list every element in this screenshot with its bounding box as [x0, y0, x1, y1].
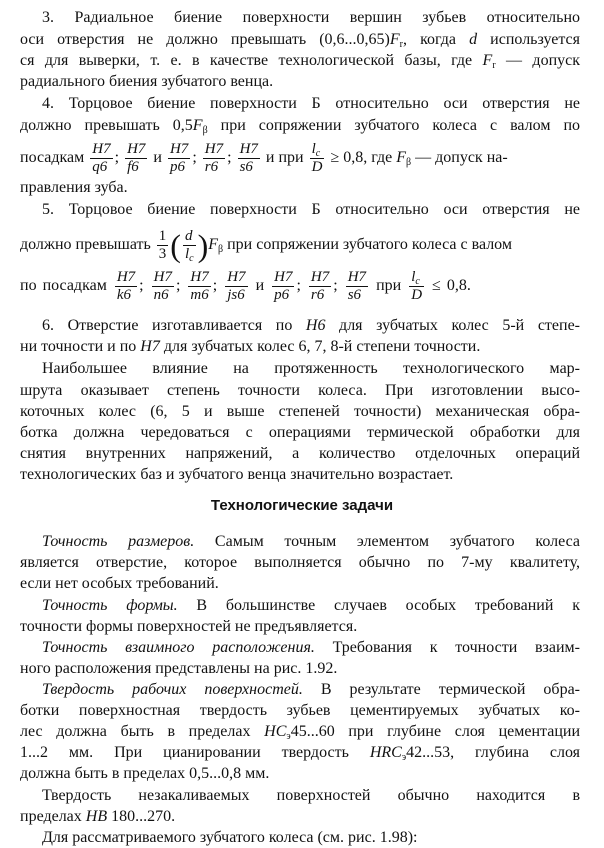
section-heading: Технологические задачи — [210, 497, 394, 514]
s1-line-3: если нет особых требований. — [20, 575, 219, 592]
s4-line-4: 1...2 мм. При цианировании твердость $HRC_э42...53$, глубина слоя — [20, 744, 581, 763]
p4-line-4: правления зуба. — [20, 179, 128, 196]
p5-line-2: должно превышать $\frac{1}{3}$ ( $\frac{d}{l_c}$ )$F_\beta$ при сопряжении зубчатого колеса с валом — [20, 227, 512, 264]
p5-fraction-5: $\frac{H7}{p6}$ — [274, 268, 293, 303]
p7-line-1: Наибольшее влияние на протяженность технологического мар- — [42, 360, 580, 377]
s6-line-1: Для рассматриваемого зубчатого колеса (см. рис. 1.98): — [42, 829, 418, 846]
p4-fraction-2: $\frac{H7}{f6}$ — [127, 140, 146, 175]
s1-line-2: является отверстие, которое выполняется обычно по 7-му квалитету, — [20, 554, 580, 571]
p5-condition-fraction: $\frac{l_c}{D}$ — [411, 268, 423, 303]
p4-line-1: 4. Торцовое биение поверхности Б относительно оси отверстия не — [42, 95, 580, 112]
p7-line-3: коточных колес (6, 5 и выше степеней точности) механическая обра- — [20, 403, 580, 420]
p4-fraction-1: $\frac{H7}{q6}$ — [92, 140, 111, 175]
s4-line-5: должна быть в пределах 0,5...0,8 мм. — [20, 765, 270, 782]
s1-line-1: Точность размеров. Самым точным элементом зубчатого колеса — [42, 533, 581, 550]
p3-line-2: оси отверстия не должно превышать $(0,6...0,65)F_r$, когда d используется — [20, 31, 580, 50]
p5-fraction-6: $\frac{H7}{r6}$ — [310, 268, 330, 303]
p5-fraction-1: $\frac{H7}{k6}$ — [116, 268, 136, 303]
p7-line-6: технологических баз и зубчатого венца значительно возрастает. — [20, 466, 454, 483]
s3-line-2: ного расположения представлены на рис. 1.92. — [20, 660, 338, 677]
p3-line-1: 3. Радиальное биение поверхности вершин зубьев относительно — [42, 9, 580, 26]
p4-line-3: посадкам $\frac{H7}{q6}$ ; $\frac{H7}{f6}$ и $\frac{H7}{p6}$ ; $\frac{H7}{r6}$ ; $\frac{H7}{s6}$ и при $\frac{l_c}{D}$ ≥ 0,8, где $F_\beta$ — допуск на- — [20, 140, 508, 175]
p5-coefficient-fraction: $\frac{1}{3}$ — [158, 227, 167, 262]
p4-fraction-5: $\frac{H7}{s6}$ — [239, 140, 258, 175]
p6-line-2: ни точности и по H7 для зубчатых колес 6, 7, 8-й степени точности. — [20, 338, 481, 355]
s4-line-1: Твердость рабочих поверхностей. В результате термической обра- — [42, 681, 580, 698]
p3-line-4: радиального биения зубчатого венца. — [20, 73, 274, 90]
p4-fraction-3: $\frac{H7}{p6}$ — [169, 140, 189, 175]
p4-fraction-4: $\frac{H7}{r6}$ — [204, 140, 224, 175]
s2-line-1: Точность формы. В большинстве случаев особых требований к — [42, 597, 580, 614]
p5-left-paren: ( — [170, 227, 181, 264]
p7-line-2: шрута оказывает степень точности колеса. При изготовлении высо- — [20, 382, 580, 399]
p7-line-5: снятия внутренних напряжений, а количество отделочных операций — [20, 445, 580, 462]
p3-line-3: ся для выверки, т. е. в качестве технологической базы, где $F_r$ — допуск — [20, 52, 581, 71]
p5-fraction-3: $\frac{H7}{m6}$ — [190, 268, 209, 303]
p5-line-1: 5. Торцовое биение поверхности Б относительно оси отверстия не — [42, 201, 580, 218]
s4-line-2: ботки поверхностная твердость зубьев цементируемых зубчатых ко- — [20, 702, 580, 719]
p4-line-2: должно превышать $0,5F_\beta$ при сопряжении зубчатого колеса с валом по — [20, 117, 581, 136]
p5-fraction-7: $\frac{H7}{s6}$ — [347, 268, 367, 303]
s4-line-3: лес должна быть в пределах $HC_э45...60$ при глубине слоя цементации — [20, 723, 581, 742]
s3-line-1: Точность взаимного расположения. Требования к точности взаим- — [42, 639, 580, 656]
p5-right-paren: ) — [197, 227, 209, 264]
p7-line-4: ботка должна чередоваться с операциями термической обработки для — [20, 424, 580, 441]
p5-inner-fraction: $\frac{d}{l_c}$ — [184, 227, 194, 264]
p5-line-3: по посадкам $\frac{H7}{k6}$ ; $\frac{H7}{n6}$ ; $\frac{H7}{m6}$ ; $\frac{H7}{js6}$ и $\frac{H7}{p6}$ ; $\frac{H7}{r6}$ ; $\frac{H7}{s6}$ при $\frac{l_c}{D}$ ≤ 0,8. — [20, 268, 471, 303]
s5-line-2: пределах HB 180...270. — [20, 808, 176, 825]
p5-fraction-2: $\frac{H7}{n6}$ — [153, 268, 172, 303]
p5-fraction-4: $\frac{H7}{js6}$ — [227, 268, 246, 303]
p4-condition-fraction: $\frac{l_c}{D}$ — [311, 140, 323, 175]
s2-line-2: точности формы поверхностей не предъявляется. — [20, 618, 358, 635]
p6-line-1: 6. Отверстие изготавливается по H6 для зубчатых колес 5-й степе- — [42, 317, 581, 334]
s5-line-1: Твердость незакаливаемых поверхностей обычно находится в — [42, 787, 580, 804]
